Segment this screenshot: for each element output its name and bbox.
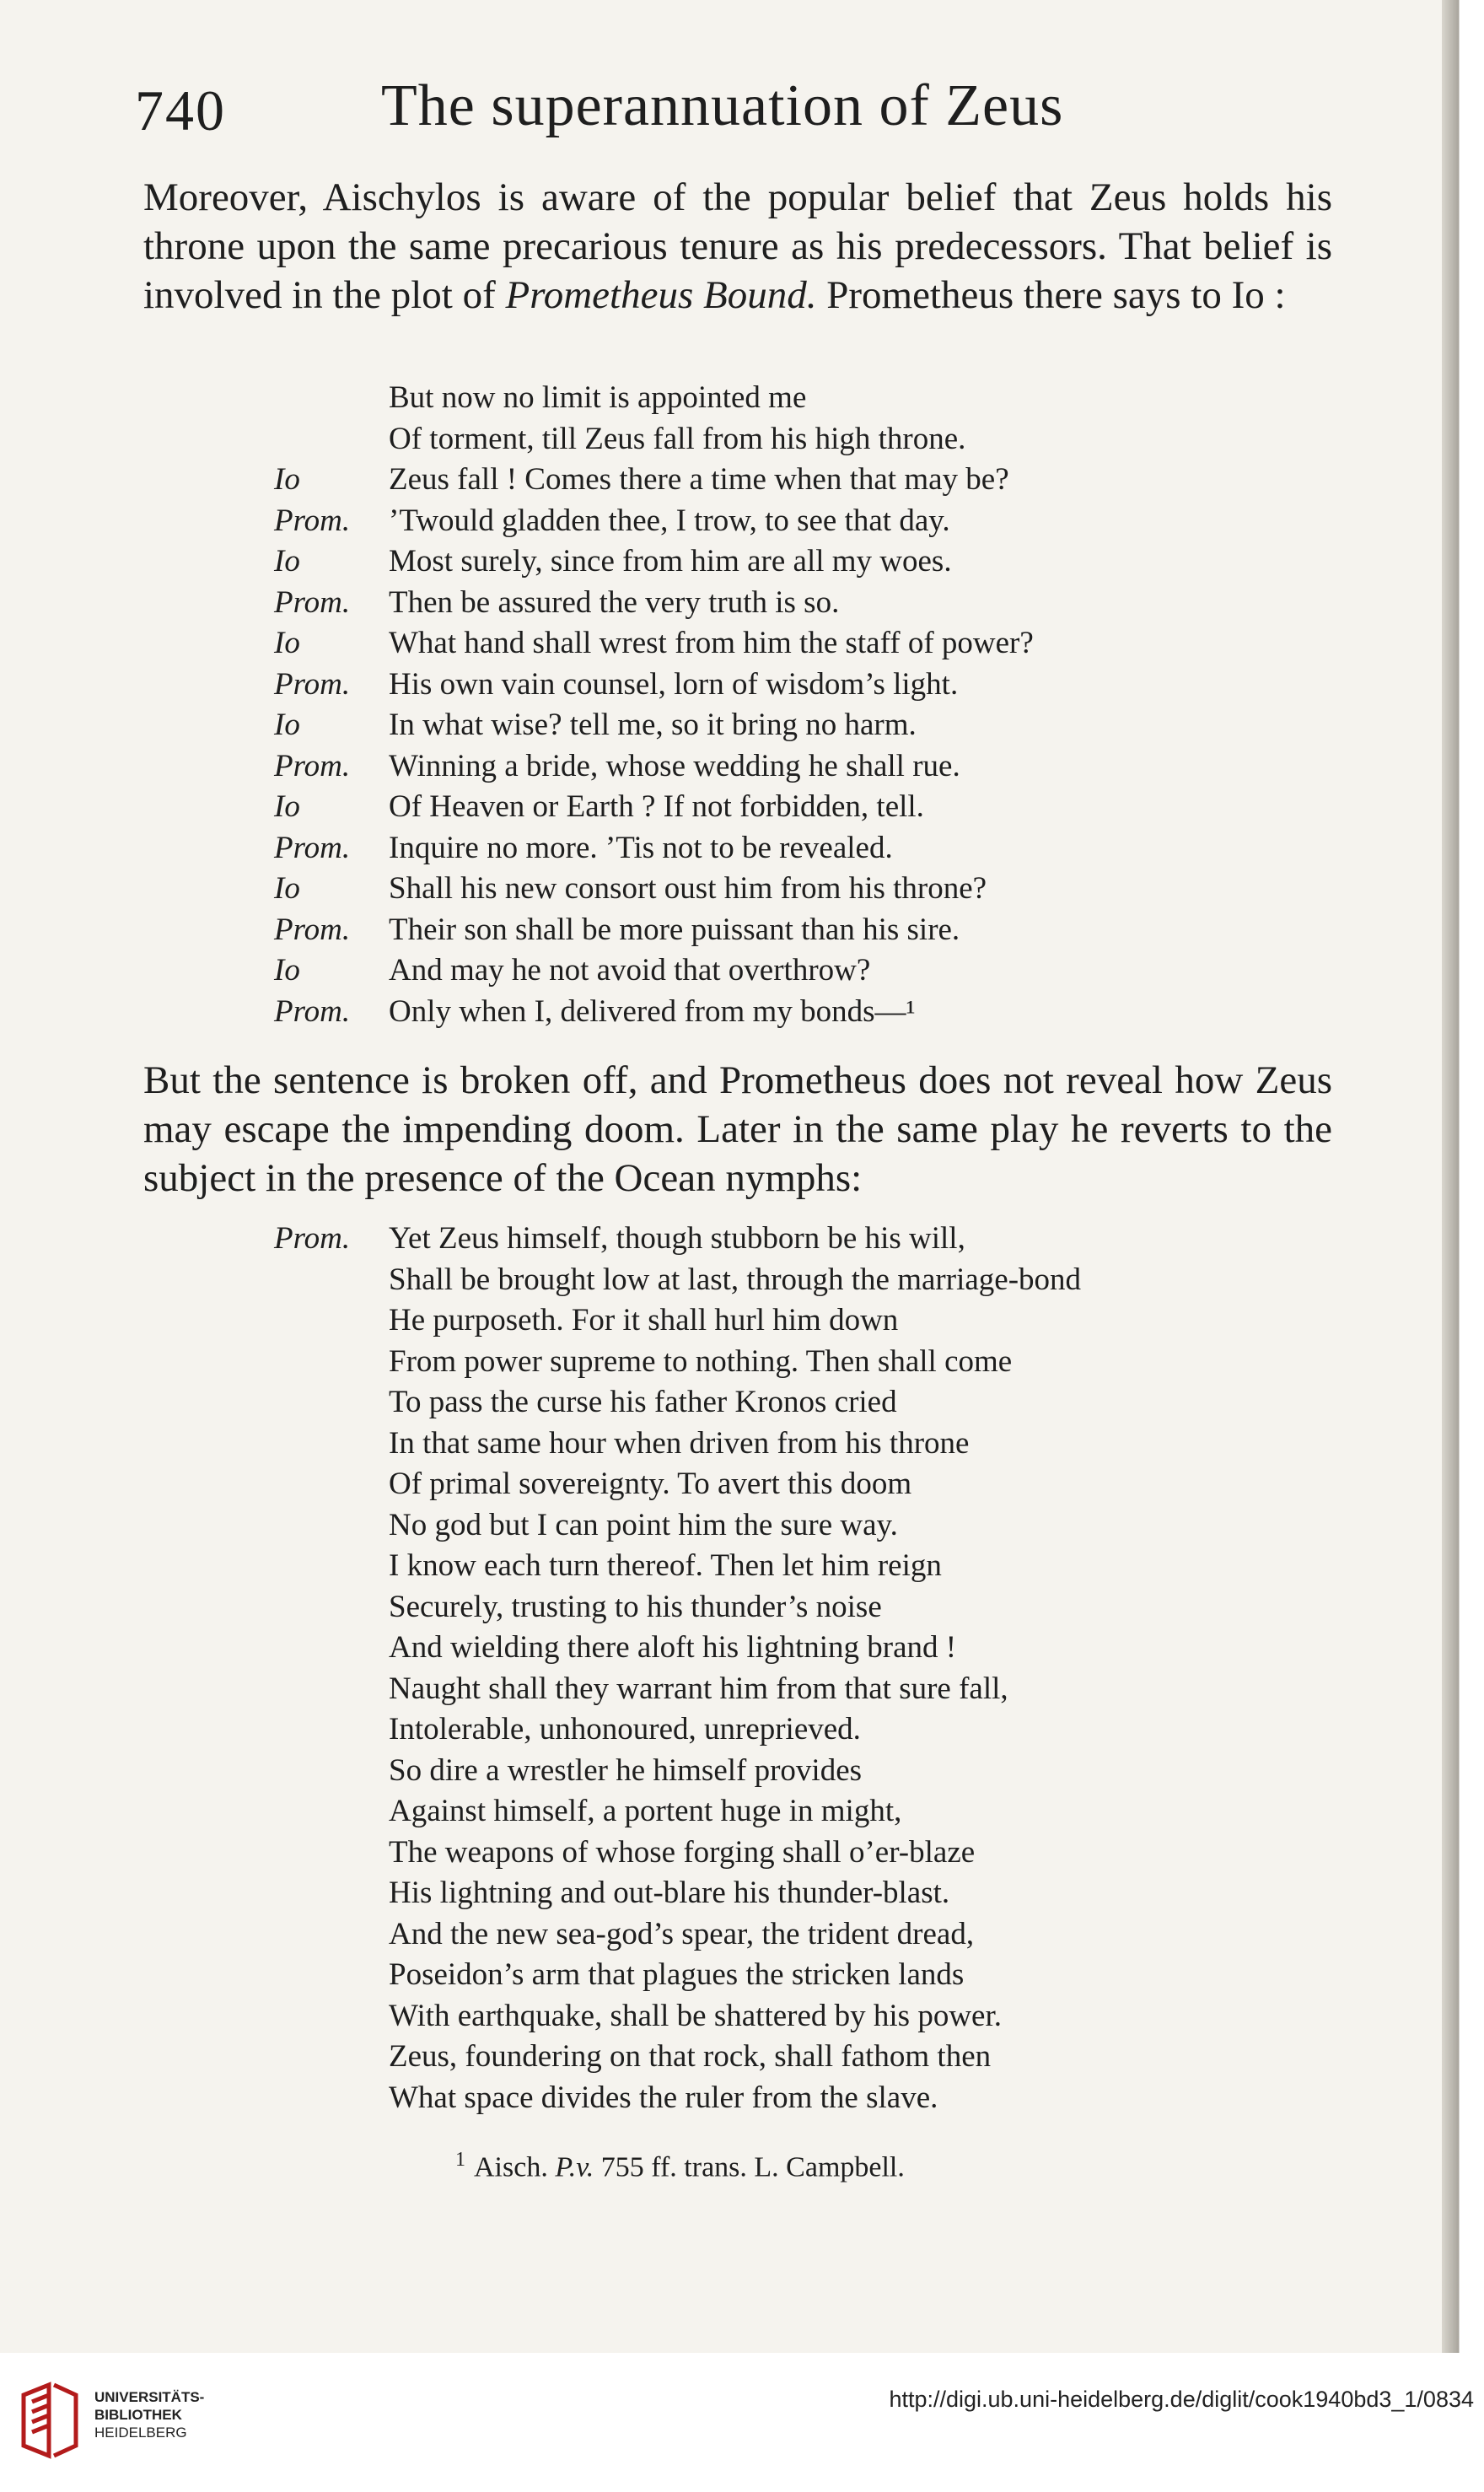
- dialogue-line: [274, 746, 1286, 788]
- speech-line: [274, 1709, 1286, 1751]
- speech-line: [274, 1382, 1286, 1424]
- speech-line: [274, 1751, 1286, 1792]
- verse-text: Zeus fall ! Comes there a time when that may be?: [389, 462, 1009, 497]
- speaker-label: Io: [274, 871, 300, 906]
- verse-text: His lightning and out-blare his thunder-blast.: [389, 1876, 950, 1910]
- running-title: The superannuation of Zeus: [381, 73, 1064, 138]
- dialogue-line: [274, 828, 1286, 869]
- verse-text: So dire a wrestler he himself provides: [389, 1752, 863, 1788]
- verse-text: What space divides the ruler from the slave.: [389, 2080, 938, 2115]
- footnote-work: P.v.: [555, 2151, 594, 2183]
- speaker-label: Io: [274, 708, 300, 742]
- verse-text: Then be assured the very truth is so.: [389, 584, 840, 620]
- verse-text: To pass the curse his father Kronos cried: [389, 1385, 897, 1419]
- speaker-label: Prom.: [274, 993, 351, 1029]
- verse-text: Yet Zeus himself, though stubborn be his will,: [389, 1221, 965, 1256]
- speech-line: [274, 1424, 1286, 1465]
- verse-text: In what wise? tell me, so it bring no harm.: [389, 708, 917, 742]
- speaker-label: Io: [274, 789, 300, 824]
- library-name-line-3: HEIDELBERG: [94, 2425, 187, 2441]
- verse-text: Winning a bride, whose wedding he shall rue.: [389, 748, 960, 783]
- library-name-line-1: UNIVERSITÄTS-: [94, 2389, 205, 2405]
- verse-text: Securely, trusting to his thunder’s noise: [389, 1589, 882, 1624]
- verse-text: And the new sea-god’s spear, the trident dread,: [389, 1916, 975, 1951]
- speech-line: [274, 1669, 1286, 1710]
- speech-line: [274, 1300, 1286, 1342]
- speaker-label: Io: [274, 462, 300, 497]
- work-title: Prometheus Bound.: [505, 273, 817, 317]
- dialogue-line: [274, 541, 1286, 583]
- paragraph-1: [143, 173, 1332, 320]
- dialogue-line: [274, 787, 1286, 828]
- verse-text: Of primal sovereignty. To avert this doom: [389, 1467, 912, 1501]
- verse-text: Poseidon’s arm that plagues the stricken lands: [389, 1957, 965, 1992]
- speech-line: [274, 1628, 1286, 1669]
- verse-text: Inquire no more. ’Tis not to be revealed.: [389, 830, 893, 865]
- speech-line: [274, 1219, 1286, 1260]
- speech-line: [274, 1587, 1286, 1628]
- dialogue-line: [274, 583, 1286, 624]
- dialogue-verse: [274, 378, 1286, 1032]
- dialogue-line: [274, 950, 1286, 992]
- page-header: [135, 67, 1358, 143]
- speech-line: [274, 1873, 1286, 1914]
- speech-line: [274, 1546, 1286, 1587]
- footnote-prefix: Aisch.: [474, 2151, 556, 2183]
- footnote-suffix: 755 ff. trans. L. Campbell.: [594, 2151, 905, 2183]
- verse-text: Intolerable, unhonoured, unreprieved.: [389, 1712, 861, 1747]
- speech-line: [274, 1791, 1286, 1833]
- verse-text: Only when I, delivered from my bonds—¹: [389, 993, 916, 1029]
- viewer-footer: [0, 2353, 1484, 2492]
- speech-verse: [274, 1219, 1286, 2118]
- verse-text: Shall be brought low at last, through the marriage-bond: [389, 1262, 1082, 1297]
- verse-text: And wielding there aloft his lightning brand !: [389, 1630, 957, 1665]
- speech-line: [274, 1464, 1286, 1505]
- speech-line: [274, 1955, 1286, 1996]
- verse-text: Naught shall they warrant him from that sure fall,: [389, 1671, 1008, 1706]
- paragraph-2: [143, 1056, 1332, 1203]
- speaker-label: Io: [274, 544, 300, 579]
- library-name: [94, 2388, 204, 2441]
- verse-text: In that same hour when driven from his throne: [389, 1425, 970, 1461]
- speech-line: [274, 1914, 1286, 1956]
- dialogue-line: [274, 910, 1286, 951]
- verse-text: His own vain counsel, lorn of wisdom’s light.: [389, 666, 959, 702]
- speech-line: [274, 1996, 1286, 2037]
- library-logo-icon: [15, 2378, 84, 2462]
- verse-text: I know each turn thereof. Then let him reign: [389, 1548, 942, 1583]
- speech-line: [274, 1342, 1286, 1383]
- paragraph-1-text-end: Prometheus there says to Io :: [816, 273, 1286, 317]
- verse-text: Shall his new consort oust him from his throne?: [389, 871, 987, 906]
- verse-text: Their son shall be more puissant than his sire.: [389, 912, 960, 947]
- speaker-label: Prom.: [274, 666, 351, 702]
- footnote-number: 1: [455, 2149, 465, 2171]
- library-name-line-2: BIBLIOTHEK: [94, 2407, 182, 2423]
- dialogue-line: [274, 705, 1286, 746]
- paragraph-2-text: But the sentence is broken off, and Prometheus does not reveal how Zeus may escape the impending doom. Later in the same play he reverts to the subject in the presence of the Ocean nymphs:: [143, 1058, 1332, 1200]
- dialogue-line: [274, 869, 1286, 910]
- page-number: 740: [135, 78, 226, 143]
- verse-text: Most surely, since from him are all my woes.: [389, 544, 952, 579]
- source-url-link[interactable]: http://digi.ub.uni-heidelberg.de/diglit/cook1940bd3_1/0834: [889, 2387, 1474, 2412]
- speaker-label: Io: [274, 626, 300, 660]
- verse-text: With earthquake, shall be shattered by his power.: [389, 1998, 1002, 2033]
- verse-text: But now no limit is appointed me: [389, 380, 807, 415]
- speaker-label: Prom.: [274, 830, 351, 865]
- verse-text: The weapons of whose forging shall o’er-blaze: [389, 1834, 976, 1870]
- footnote: [455, 2149, 905, 2183]
- verse-text: From power supreme to nothing. Then shall come: [389, 1343, 1013, 1379]
- dialogue-line: [274, 378, 1286, 419]
- verse-text: What hand shall wrest from him the staff of power?: [389, 626, 1034, 660]
- dialogue-line: [274, 665, 1286, 706]
- speech-line: [274, 2037, 1286, 2078]
- speaker-label: Prom.: [274, 584, 351, 620]
- speech-line: [274, 1833, 1286, 1874]
- dialogue-line: [274, 419, 1286, 460]
- verse-text: And may he not avoid that overthrow?: [389, 953, 871, 988]
- speech-line: [274, 1260, 1286, 1301]
- speech-line: [274, 1505, 1286, 1547]
- verse-text: Zeus, foundering on that rock, shall fathom then: [389, 2039, 992, 2074]
- verse-text: He purposeth. For it shall hurl him down: [389, 1303, 899, 1337]
- speaker-label: Prom.: [274, 503, 351, 538]
- verse-text: ’Twould gladden thee, I trow, to see that day.: [389, 503, 950, 538]
- verse-text: Of torment, till Zeus fall from his high throne.: [389, 421, 966, 456]
- dialogue-line: [274, 623, 1286, 665]
- speaker-label: Prom.: [274, 1221, 351, 1256]
- speaker-label: Io: [274, 953, 300, 988]
- verse-text: No god but I can point him the sure way.: [389, 1507, 898, 1542]
- dialogue-line: [274, 460, 1286, 501]
- speech-line: [274, 2078, 1286, 2119]
- speaker-label: Prom.: [274, 912, 351, 947]
- page-gutter: [1442, 0, 1484, 2353]
- verse-text: Of Heaven or Earth ? If not forbidden, tell.: [389, 789, 924, 824]
- verse-text: Against himself, a portent huge in might,: [389, 1794, 902, 1828]
- dialogue-line: [274, 501, 1286, 542]
- dialogue-line: [274, 992, 1286, 1033]
- paragraph-1-text: Moreover, Aischylos is aware of the popular belief that Zeus holds his throne upon the same precarious tenure as his predecessors. That belief is involved in the plot of: [143, 175, 1332, 317]
- speaker-label: Prom.: [274, 748, 351, 783]
